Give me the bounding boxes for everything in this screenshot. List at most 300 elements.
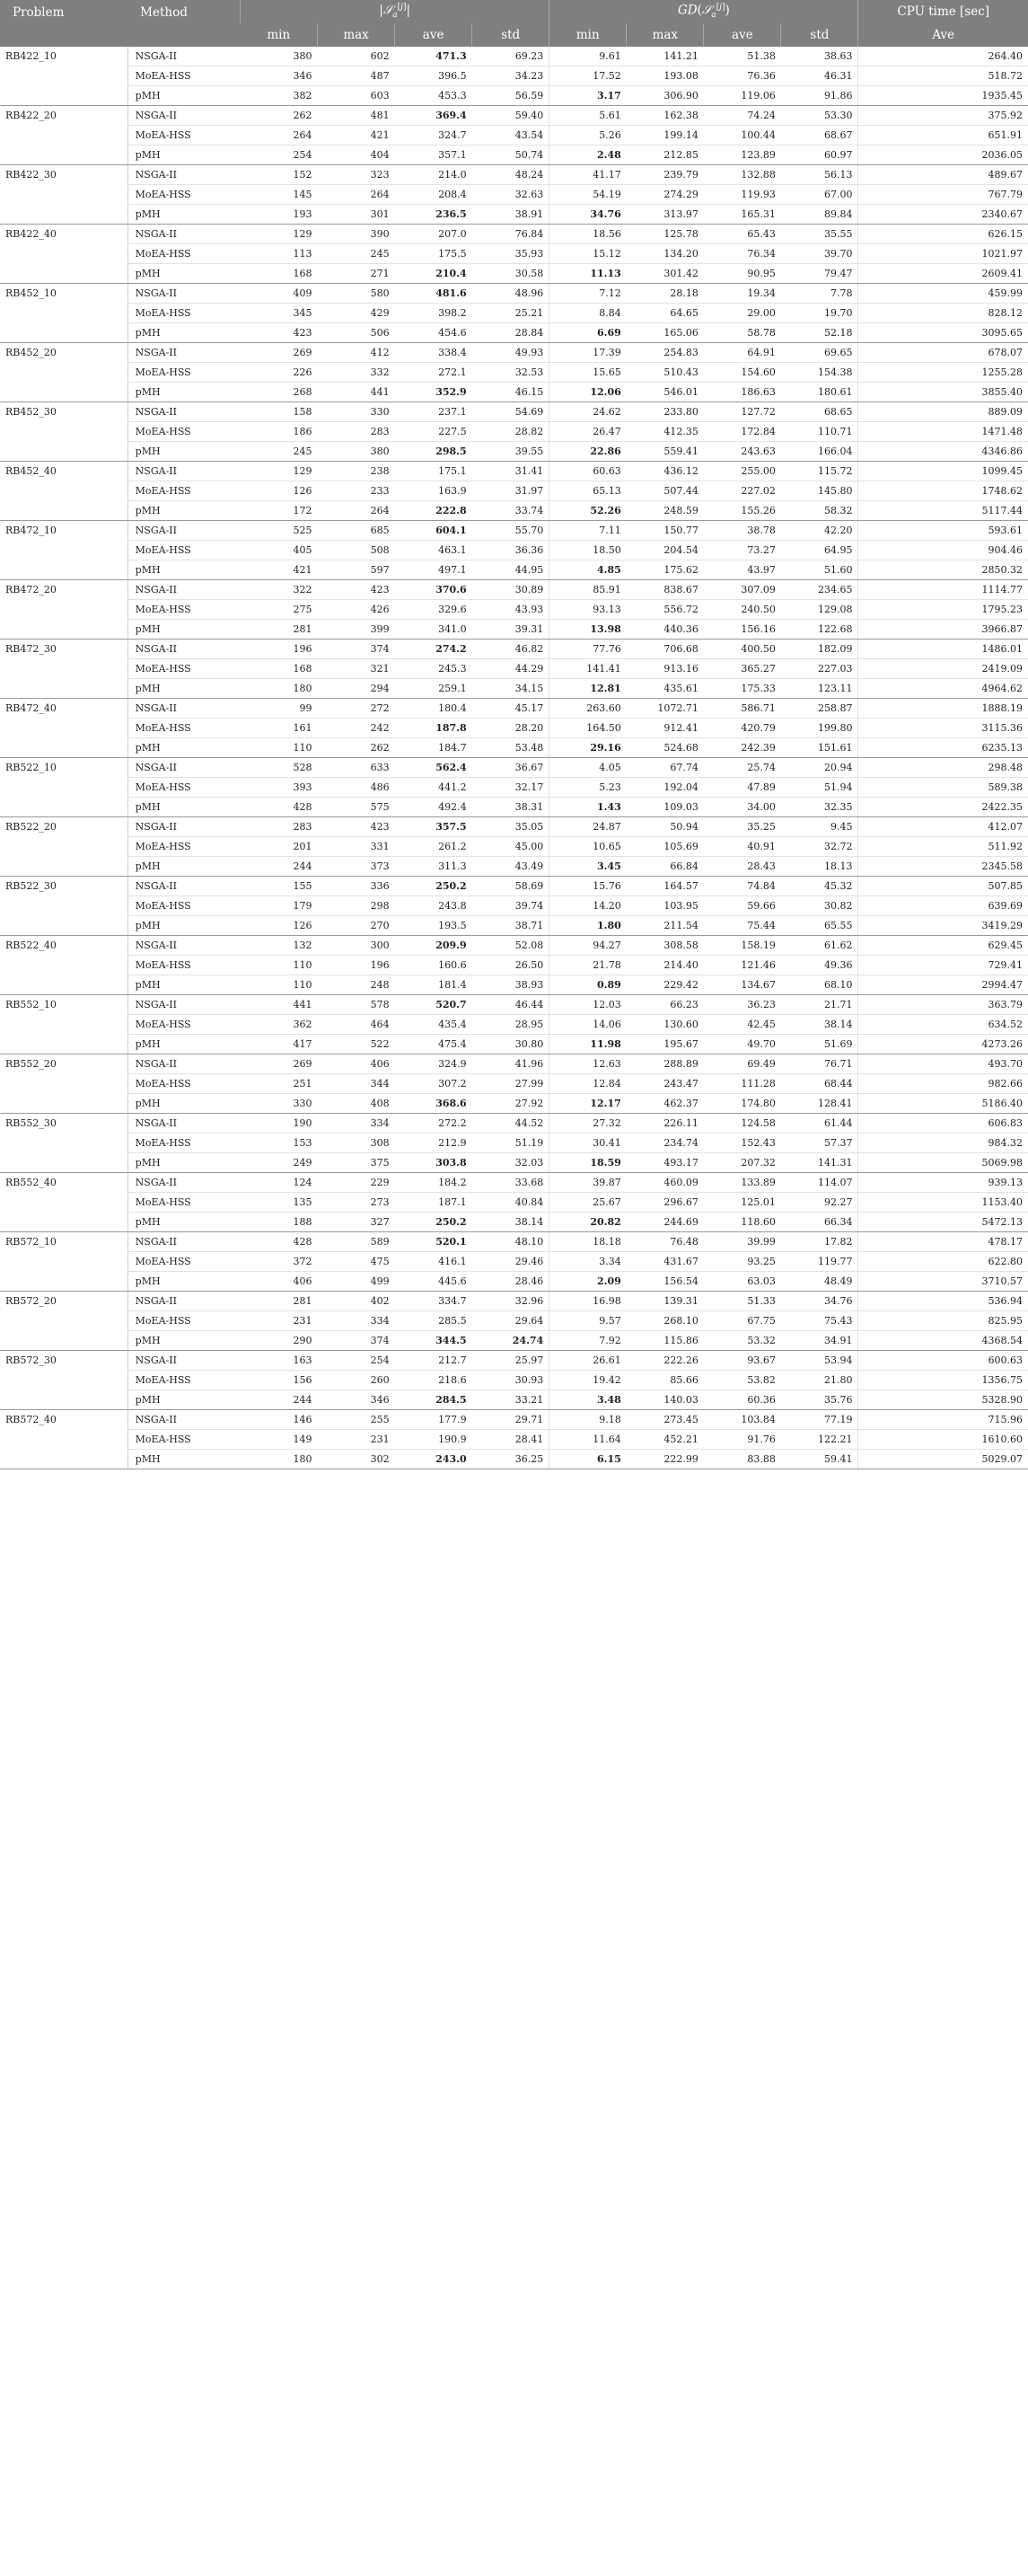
- header-gd-std: std: [781, 23, 858, 47]
- header-sa-max: max: [318, 23, 395, 47]
- cell-gd-max: 546.01: [627, 383, 704, 402]
- cell-sa-min: 245: [241, 442, 318, 462]
- cell-gd-std: 18.13: [781, 857, 858, 877]
- method-cell: MoEA-HSS: [127, 185, 240, 205]
- cell-gd-min: 26.61: [549, 1351, 627, 1371]
- cell-sa-std: 38.31: [472, 798, 549, 817]
- table-row: [0, 1371, 1028, 1390]
- cell-sa-std: 50.74: [472, 146, 549, 165]
- cell-gd-ave: 47.89: [704, 778, 781, 798]
- table-row: [0, 600, 1028, 620]
- best-value: 520.7: [435, 999, 467, 1010]
- cell-sa-std: 32.63: [472, 185, 549, 205]
- cell-sa-ave: [395, 936, 472, 956]
- table-row: [0, 699, 1028, 719]
- cell-sa-ave: [395, 1390, 472, 1410]
- cell-gd-ave: 83.88: [704, 1450, 781, 1469]
- cell-sa-std: [472, 1331, 549, 1351]
- table-row: [0, 956, 1028, 975]
- cell-sa-min: 290: [241, 1331, 318, 1351]
- cell-sa-std: 32.96: [472, 1292, 549, 1311]
- method-cell: NSGA-II: [127, 1054, 240, 1074]
- cell-sa-std: 36.25: [472, 1450, 549, 1469]
- cell-sa-min: 421: [241, 560, 318, 580]
- problem-cell: RB552_10: [0, 995, 127, 1054]
- cell-sa-std: 28.82: [472, 422, 549, 442]
- header-gd-ave: ave: [704, 23, 781, 47]
- cell-cpu-ave: 264.40: [858, 47, 1028, 66]
- cell-gd-std: 91.86: [781, 86, 858, 106]
- best-value: 604.1: [435, 525, 467, 536]
- cell-gd-std: 9.45: [781, 817, 858, 837]
- cell-gd-std: 58.32: [781, 501, 858, 521]
- header-cpu-ave: Ave: [858, 23, 1028, 47]
- best-value: 481.6: [435, 287, 467, 299]
- cell-gd-max: 226.11: [627, 1114, 704, 1134]
- cell-gd-min: 30.41: [549, 1134, 627, 1153]
- cell-gd-std: 35.55: [781, 225, 858, 244]
- method-cell: NSGA-II: [127, 1351, 240, 1371]
- table-row: [0, 481, 1028, 501]
- cell-gd-min: 26.47: [549, 422, 627, 442]
- cell-cpu-ave: 982.66: [858, 1074, 1028, 1094]
- cell-gd-max: 204.54: [627, 541, 704, 560]
- cell-sa-std: 44.29: [472, 659, 549, 679]
- cell-cpu-ave: 1486.01: [858, 640, 1028, 659]
- table-row: [0, 560, 1028, 580]
- cell-sa-std: 34.15: [472, 679, 549, 699]
- cell-gd-min: [549, 560, 627, 580]
- table-row: [0, 501, 1028, 521]
- best-value: 20.82: [590, 1216, 621, 1228]
- cell-gd-max: 436.12: [627, 462, 704, 481]
- cell-sa-max: 412: [318, 343, 395, 363]
- cell-sa-max: 374: [318, 640, 395, 659]
- cell-sa-max: 233: [318, 481, 395, 501]
- table-row: [0, 205, 1028, 225]
- cell-sa-ave: 163.9: [395, 481, 472, 501]
- table-row: [0, 1232, 1028, 1252]
- method-cell: MoEA-HSS: [127, 1134, 240, 1153]
- problem-cell: RB422_40: [0, 225, 127, 284]
- cell-sa-min: 249: [241, 1153, 318, 1173]
- cell-cpu-ave: 489.67: [858, 165, 1028, 185]
- cell-gd-min: 15.65: [549, 363, 627, 383]
- cell-cpu-ave: 4964.62: [858, 679, 1028, 699]
- header-sa-std: std: [472, 23, 549, 47]
- method-cell: pMH: [127, 1213, 240, 1232]
- cell-cpu-ave: 412.07: [858, 817, 1028, 837]
- cell-gd-std: 129.08: [781, 600, 858, 620]
- method-cell: MoEA-HSS: [127, 659, 240, 679]
- cell-sa-min: 163: [241, 1351, 318, 1371]
- cell-sa-std: 51.19: [472, 1134, 549, 1153]
- best-value: 471.3: [435, 50, 467, 62]
- cell-gd-min: [549, 383, 627, 402]
- cell-gd-std: 48.49: [781, 1272, 858, 1292]
- method-cell: MoEA-HSS: [127, 244, 240, 264]
- cell-cpu-ave: 5328.90: [858, 1390, 1028, 1410]
- cell-cpu-ave: 1471.48: [858, 422, 1028, 442]
- cell-gd-ave: 67.75: [704, 1311, 781, 1331]
- cell-gd-max: 140.03: [627, 1390, 704, 1410]
- cell-gd-std: 141.31: [781, 1153, 858, 1173]
- table-row: [0, 798, 1028, 817]
- table-row: [0, 383, 1028, 402]
- cell-cpu-ave: 729.41: [858, 956, 1028, 975]
- cell-sa-std: 32.03: [472, 1153, 549, 1173]
- cell-sa-ave: [395, 501, 472, 521]
- best-value: 370.6: [435, 584, 467, 595]
- cell-sa-std: 28.20: [472, 719, 549, 738]
- cell-gd-ave: 400.50: [704, 640, 781, 659]
- cell-sa-std: 33.21: [472, 1390, 549, 1410]
- cell-sa-ave: 180.4: [395, 699, 472, 719]
- cell-sa-std: 40.84: [472, 1193, 549, 1213]
- cell-gd-max: 556.72: [627, 600, 704, 620]
- cell-sa-std: 29.64: [472, 1311, 549, 1331]
- method-cell: MoEA-HSS: [127, 719, 240, 738]
- cell-sa-min: 161: [241, 719, 318, 738]
- cell-sa-max: 499: [318, 1272, 395, 1292]
- cell-sa-ave: 357.1: [395, 146, 472, 165]
- method-cell: NSGA-II: [127, 402, 240, 422]
- cell-cpu-ave: 1255.28: [858, 363, 1028, 383]
- cell-sa-ave: 208.4: [395, 185, 472, 205]
- cell-sa-std: 38.14: [472, 1213, 549, 1232]
- cell-sa-min: 330: [241, 1094, 318, 1114]
- cell-sa-max: 323: [318, 165, 395, 185]
- cell-gd-min: 93.13: [549, 600, 627, 620]
- cell-sa-max: 475: [318, 1252, 395, 1272]
- best-value: 284.5: [435, 1394, 467, 1406]
- method-cell: pMH: [127, 560, 240, 580]
- cell-cpu-ave: 1935.45: [858, 86, 1028, 106]
- cell-gd-std: 56.13: [781, 165, 858, 185]
- cell-sa-std: 49.93: [472, 343, 549, 363]
- method-cell: NSGA-II: [127, 1292, 240, 1311]
- method-cell: MoEA-HSS: [127, 126, 240, 146]
- cell-gd-max: 913.16: [627, 659, 704, 679]
- method-cell: pMH: [127, 383, 240, 402]
- problem-cell: RB452_40: [0, 462, 127, 521]
- problem-cell: RB452_20: [0, 343, 127, 402]
- cell-gd-min: 10.65: [549, 837, 627, 857]
- cell-sa-max: 481: [318, 106, 395, 126]
- cell-gd-std: 67.00: [781, 185, 858, 205]
- cell-sa-min: 372: [241, 1252, 318, 1272]
- cell-gd-ave: 49.70: [704, 1035, 781, 1054]
- table-row: [0, 422, 1028, 442]
- cell-gd-ave: 186.63: [704, 383, 781, 402]
- cell-gd-max: 244.69: [627, 1213, 704, 1232]
- table-row: [0, 758, 1028, 778]
- cell-sa-min: 269: [241, 1054, 318, 1074]
- cell-gd-max: 199.14: [627, 126, 704, 146]
- method-cell: NSGA-II: [127, 521, 240, 541]
- cell-gd-std: 38.63: [781, 47, 858, 66]
- header-row-groups: [0, 0, 1028, 23]
- best-value: 3.17: [597, 90, 621, 101]
- cell-sa-min: 428: [241, 1232, 318, 1252]
- cell-cpu-ave: 1356.75: [858, 1371, 1028, 1390]
- cell-sa-max: 441: [318, 383, 395, 402]
- method-cell: NSGA-II: [127, 1232, 240, 1252]
- cell-sa-max: 242: [318, 719, 395, 738]
- cell-sa-min: 188: [241, 1213, 318, 1232]
- cell-sa-ave: [395, 383, 472, 402]
- cell-sa-min: 179: [241, 896, 318, 916]
- cell-sa-std: 30.58: [472, 264, 549, 284]
- cell-gd-max: 193.08: [627, 66, 704, 86]
- cell-gd-std: 34.91: [781, 1331, 858, 1351]
- cell-sa-min: 180: [241, 1450, 318, 1469]
- cell-sa-max: 302: [318, 1450, 395, 1469]
- cell-gd-std: 227.03: [781, 659, 858, 679]
- cell-sa-max: 602: [318, 47, 395, 66]
- cell-gd-ave: 42.45: [704, 1015, 781, 1035]
- cell-sa-ave: 243.8: [395, 896, 472, 916]
- cell-gd-ave: 53.82: [704, 1371, 781, 1390]
- cell-sa-ave: 245.3: [395, 659, 472, 679]
- cell-cpu-ave: 4346.86: [858, 442, 1028, 462]
- cell-cpu-ave: 593.61: [858, 521, 1028, 541]
- cell-cpu-ave: 3710.57: [858, 1272, 1028, 1292]
- cell-gd-ave: 59.66: [704, 896, 781, 916]
- cell-cpu-ave: 2340.67: [858, 205, 1028, 225]
- cell-sa-std: 34.23: [472, 66, 549, 86]
- best-value: 3.48: [597, 1394, 621, 1406]
- cell-gd-max: 507.44: [627, 481, 704, 501]
- cell-gd-max: 239.79: [627, 165, 704, 185]
- method-cell: pMH: [127, 738, 240, 758]
- cell-gd-min: 77.76: [549, 640, 627, 659]
- table-row: [0, 106, 1028, 126]
- best-value: 1.80: [597, 920, 621, 931]
- table-row: [0, 1153, 1028, 1173]
- cell-sa-min: 126: [241, 481, 318, 501]
- cell-sa-min: 345: [241, 304, 318, 323]
- method-cell: MoEA-HSS: [127, 66, 240, 86]
- cell-sa-ave: 259.1: [395, 679, 472, 699]
- cell-gd-max: 67.74: [627, 758, 704, 778]
- cell-gd-ave: 69.49: [704, 1054, 781, 1074]
- cell-sa-std: 45.00: [472, 837, 549, 857]
- method-cell: NSGA-II: [127, 877, 240, 896]
- cell-gd-min: [549, 501, 627, 521]
- cell-gd-min: 9.18: [549, 1410, 627, 1430]
- cell-sa-std: 46.82: [472, 640, 549, 659]
- problem-cell: RB422_30: [0, 165, 127, 225]
- cell-gd-min: [549, 264, 627, 284]
- cell-cpu-ave: 678.07: [858, 343, 1028, 363]
- cell-sa-std: 38.93: [472, 975, 549, 995]
- cell-sa-ave: [395, 1153, 472, 1173]
- cell-gd-min: 85.91: [549, 580, 627, 600]
- cell-gd-max: 431.67: [627, 1252, 704, 1272]
- cell-sa-std: 58.69: [472, 877, 549, 896]
- cell-gd-ave: 25.74: [704, 758, 781, 778]
- header-sa-min: min: [241, 23, 318, 47]
- cell-sa-ave: 324.7: [395, 126, 472, 146]
- cell-gd-max: 308.58: [627, 936, 704, 956]
- cell-gd-std: 35.76: [781, 1390, 858, 1410]
- cell-sa-min: 168: [241, 264, 318, 284]
- cell-sa-ave: 175.5: [395, 244, 472, 264]
- table-row: [0, 225, 1028, 244]
- cell-gd-max: 164.57: [627, 877, 704, 896]
- cell-sa-ave: [395, 521, 472, 541]
- cell-gd-min: [549, 1390, 627, 1410]
- table-row: [0, 1173, 1028, 1193]
- cell-gd-max: 229.42: [627, 975, 704, 995]
- cell-gd-std: 60.97: [781, 146, 858, 165]
- cell-gd-min: 15.76: [549, 877, 627, 896]
- cell-gd-max: 243.47: [627, 1074, 704, 1094]
- cell-gd-min: 263.60: [549, 699, 627, 719]
- cell-sa-min: 153: [241, 1134, 318, 1153]
- cell-gd-min: 8.84: [549, 304, 627, 323]
- problem-cell: RB522_40: [0, 936, 127, 995]
- best-value: 4.85: [597, 564, 621, 576]
- cell-gd-max: 212.85: [627, 146, 704, 165]
- cell-gd-ave: 34.00: [704, 798, 781, 817]
- best-value: 222.8: [435, 505, 467, 516]
- cell-sa-max: 229: [318, 1173, 395, 1193]
- cell-gd-ave: 39.99: [704, 1232, 781, 1252]
- cell-sa-min: 193: [241, 205, 318, 225]
- cell-gd-max: 452.21: [627, 1430, 704, 1450]
- best-value: 209.9: [435, 940, 467, 951]
- cell-gd-min: [549, 442, 627, 462]
- cell-sa-max: 390: [318, 225, 395, 244]
- cell-sa-min: 113: [241, 244, 318, 264]
- cell-cpu-ave: 5472.13: [858, 1213, 1028, 1232]
- cell-gd-max: 462.37: [627, 1094, 704, 1114]
- cell-sa-max: 603: [318, 86, 395, 106]
- method-cell: pMH: [127, 264, 240, 284]
- best-value: 24.74: [512, 1335, 544, 1346]
- cell-sa-min: 132: [241, 936, 318, 956]
- cell-gd-min: 21.78: [549, 956, 627, 975]
- cell-sa-std: 52.08: [472, 936, 549, 956]
- cell-sa-ave: [395, 1094, 472, 1114]
- cell-cpu-ave: 651.91: [858, 126, 1028, 146]
- cell-cpu-ave: 889.09: [858, 402, 1028, 422]
- cell-gd-min: 24.62: [549, 402, 627, 422]
- cell-gd-ave: 111.28: [704, 1074, 781, 1094]
- table-row: [0, 402, 1028, 422]
- cell-sa-std: 35.05: [472, 817, 549, 837]
- cell-gd-std: 52.18: [781, 323, 858, 343]
- cell-sa-min: 172: [241, 501, 318, 521]
- cell-gd-max: 50.94: [627, 817, 704, 837]
- problem-cell: RB572_30: [0, 1351, 127, 1410]
- method-cell: MoEA-HSS: [127, 956, 240, 975]
- cell-sa-std: 28.84: [472, 323, 549, 343]
- cell-gd-std: 51.69: [781, 1035, 858, 1054]
- cell-gd-max: 296.67: [627, 1193, 704, 1213]
- method-cell: NSGA-II: [127, 165, 240, 185]
- cell-sa-ave: 492.4: [395, 798, 472, 817]
- cell-sa-std: 46.44: [472, 995, 549, 1015]
- cell-sa-std: 38.71: [472, 916, 549, 936]
- cell-sa-max: 344: [318, 1074, 395, 1094]
- cell-sa-max: 423: [318, 580, 395, 600]
- cell-gd-std: 166.04: [781, 442, 858, 462]
- cell-sa-std: 27.92: [472, 1094, 549, 1114]
- cell-sa-ave: 175.1: [395, 462, 472, 481]
- cell-gd-std: 21.80: [781, 1371, 858, 1390]
- cell-sa-ave: 207.0: [395, 225, 472, 244]
- cell-gd-ave: 255.00: [704, 462, 781, 481]
- cell-sa-min: 126: [241, 916, 318, 936]
- best-value: 3.45: [597, 860, 621, 872]
- cell-gd-ave: 74.24: [704, 106, 781, 126]
- cell-sa-max: 346: [318, 1390, 395, 1410]
- cell-sa-max: 374: [318, 1331, 395, 1351]
- table-row: [0, 521, 1028, 541]
- cell-gd-std: 119.77: [781, 1252, 858, 1272]
- cell-sa-max: 330: [318, 402, 395, 422]
- cell-sa-max: 248: [318, 975, 395, 995]
- cell-sa-min: 110: [241, 738, 318, 758]
- cell-sa-max: 298: [318, 896, 395, 916]
- table-row: [0, 1292, 1028, 1311]
- table-row: [0, 146, 1028, 165]
- cell-cpu-ave: 5069.98: [858, 1153, 1028, 1173]
- cell-gd-min: 12.84: [549, 1074, 627, 1094]
- table-row: [0, 975, 1028, 995]
- problem-cell: RB452_10: [0, 284, 127, 343]
- cell-gd-std: 59.41: [781, 1450, 858, 1469]
- cell-cpu-ave: 767.79: [858, 185, 1028, 205]
- cell-gd-min: [549, 620, 627, 640]
- cell-gd-max: 559.41: [627, 442, 704, 462]
- cell-sa-max: 245: [318, 244, 395, 264]
- cell-gd-std: 68.67: [781, 126, 858, 146]
- cell-sa-min: 146: [241, 1410, 318, 1430]
- best-value: 357.5: [435, 821, 467, 833]
- cell-sa-max: 508: [318, 541, 395, 560]
- cell-cpu-ave: 1748.62: [858, 481, 1028, 501]
- cell-sa-ave: [395, 719, 472, 738]
- cell-sa-max: 331: [318, 837, 395, 857]
- table-row: [0, 1035, 1028, 1054]
- table-row: [0, 1450, 1028, 1469]
- best-value: 520.1: [435, 1236, 467, 1248]
- cell-sa-std: 28.95: [472, 1015, 549, 1035]
- header-method: Method: [127, 0, 240, 47]
- table-row: [0, 1390, 1028, 1410]
- cell-cpu-ave: 1610.60: [858, 1430, 1028, 1450]
- cell-gd-std: 32.72: [781, 837, 858, 857]
- table-row: [0, 462, 1028, 481]
- method-cell: MoEA-HSS: [127, 1074, 240, 1094]
- problem-cell: RB572_40: [0, 1410, 127, 1469]
- cell-sa-std: 45.17: [472, 699, 549, 719]
- method-cell: pMH: [127, 86, 240, 106]
- cell-sa-max: 406: [318, 1054, 395, 1074]
- cell-sa-ave: [395, 205, 472, 225]
- cell-gd-max: 141.21: [627, 47, 704, 66]
- cell-gd-ave: 19.34: [704, 284, 781, 304]
- cell-sa-std: 43.93: [472, 600, 549, 620]
- cell-cpu-ave: 1153.40: [858, 1193, 1028, 1213]
- table-row: [0, 778, 1028, 798]
- cell-gd-min: 12.03: [549, 995, 627, 1015]
- method-cell: MoEA-HSS: [127, 1193, 240, 1213]
